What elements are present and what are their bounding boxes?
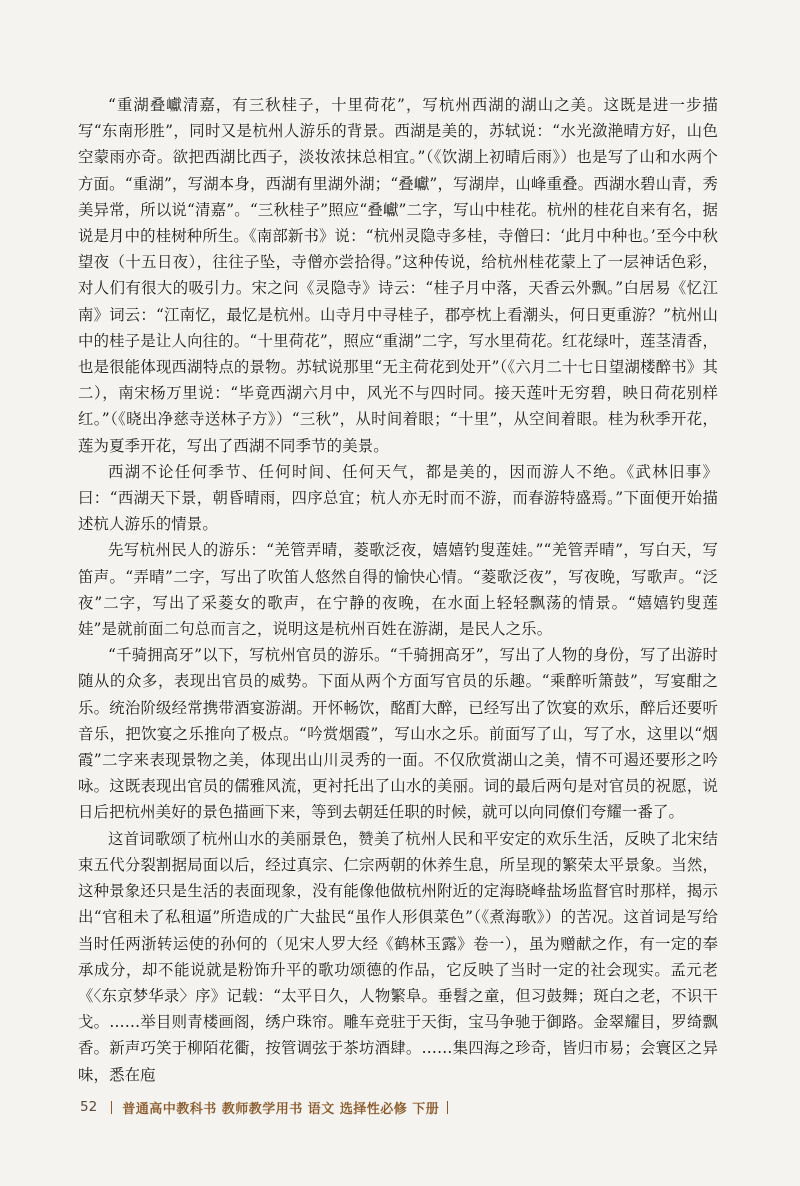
paragraph-2: 西湖不论任何季节、任何时间、任何天气，都是美的，因而游人不绝。《武林旧事》曰：“西湖天下景，朝昏晴雨，四序总宜；杭人亦无时而不游，而春游特盛焉。”下面便开始描述杭人游乐的情景。 <box>78 462 718 534</box>
paragraph-4: “千骑拥高牙”以下，写杭州官员的游乐。“千骑拥高牙”，写出了人物的身份，写了出游时随从的众多，表现出官员的威势。下面从两个方面写官员的乐趣。“乘醉听箫鼓”，写宴酣之乐。统治阶级经常携带酒宴游湖。开怀畅饮，酩酊大醉，已经写出了饮宴的欢乐，醉后还要听音乐，把饮宴之乐推向了极点。“吟赏烟霞”，写山水之乐。前面写了山，写了水，这里以“烟霞”二字来表现景物之美，体现出山川灵秀的一面。不仅欣赏湖山之美，情不可遏还要形之吟咏。这既表现出官员的儒雅风流，更衬托出了山水的美丽。词的最后两句是对官员的祝愿，说日后把杭州美好的景色描画下来，等到去朝廷任职的时候，就可以向同僚们夸耀一番了。 <box>78 646 718 822</box>
paragraph-3: 先写杭州民人的游乐：“羌管弄晴，菱歌泛夜，嬉嬉钓叟莲娃。”“羌管弄晴”，写白天，写笛声。“弄晴”二字，写出了吹笛人悠然自得的愉快心情。“菱歌泛夜”，写夜晚，写歌声。“泛夜”二字，写出了采菱女的歌声，在宁静的夜晚，在水面上轻轻飘荡的情景。“嬉嬉钓叟莲娃”是就前面二句总而言之，说明这是杭州百姓在游湖，是民人之乐。 <box>78 541 718 639</box>
page-number: 52 <box>80 1099 98 1115</box>
footer-divider-end <box>447 1101 448 1114</box>
paragraph-1: “重湖叠巘清嘉，有三秋桂子，十里荷花”，写杭州西湖的湖山之美。这既是进一步描写“东南形胜”，同时又是杭州人游乐的背景。西湖是美的，苏轼说：“水光潋滟晴方好，山色空蒙雨亦奇。欲把西湖比西子，淡妆浓抹总相宜。”（《饮湖上初晴后雨》）也是写了山和水两个方面。“重湖”，写湖本身，西湖有里湖外湖；“叠巘”，写湖岸，山峰重叠。西湖水碧山青，秀美异常，所以说“清嘉”。“三秋桂子”照应“叠巘”二字，写山中桂花。杭州的桂花自来有名，据说是月中的桂树种所生。《南部新书》说：“杭州灵隐寺多桂，寺僧曰：‘此月中种也。’至今中秋望夜（十五日夜），往往子坠，寺僧亦尝拾得。”这种传说，给杭州桂花蒙上了一层神话色彩，对人们有很大的吸引力。宋之问《灵隐寺》诗云：“桂子月中落，天香云外飘。”白居易《忆江南》词云：“江南忆，最忆是杭州。山寺月中寻桂子，郡亭枕上看潮头，何日更重游？”杭州山中的桂子是让人向往的。“十里荷花”，照应“重湖”二字，写水里荷花。红花绿叶，莲茎清香，也是很能体现西湖特点的景物。苏轼说那里“无主荷花到处开”（《六月二十七日望湖楼醉书》其二），南宋杨万里说：“毕竟西湖六月中，风光不与四时同。接天莲叶无穷碧，映日荷花别样红。”（《晓出净慈寺送林子方》）“三秋”，从时间着眼；“十里”，从空间着眼。桂为秋季开花，莲为夏季开花，写出了西湖不同季节的美景。 <box>78 96 718 455</box>
footer-divider <box>111 1101 112 1114</box>
book-title: 普通高中教科书 教师教学用书 语文 选择性必修 下册 <box>122 1101 440 1117</box>
page-footer <box>80 1097 448 1117</box>
paragraph-5: 这首词歌颂了杭州山水的美丽景色，赞美了杭州人民和平安定的欢乐生活，反映了北宋结束五代分裂割据局面以后，经过真宗、仁宗两朝的休养生息，所呈现的繁荣太平景象。当然，这种景象还只是生活的表面现象，没有能像他做杭州附近的定海晓峰盐场监督官时那样，揭示出“官租未了私租逼”所造成的广大盐民“虽作人形俱菜色”（《煮海歌》）的苦况。这首词是写给当时任两浙转运使的孙何的（见宋人罗大经《鹤林玉露》卷一），虽为赠献之作，有一定的奉承成分，却不能说就是粉饰升平的歌功颂德的作品，它反映了当时一定的社会现实。孟元老《〈东京梦华录〉序》记载：“太平日久，人物繁阜。垂髫之童，但习鼓舞；斑白之老，不识干戈。……举目则青楼画阁，绣户珠帘。雕车竞驻于天街，宝马争驰于御路。金翠耀目，罗绮飘香。新声巧笑于柳陌花衢，按管调弦于茶坊酒肆。……集四海之珍奇，皆归市易；会寰区之异味，悉在庖 <box>78 829 718 1084</box>
body-text <box>78 92 718 1088</box>
